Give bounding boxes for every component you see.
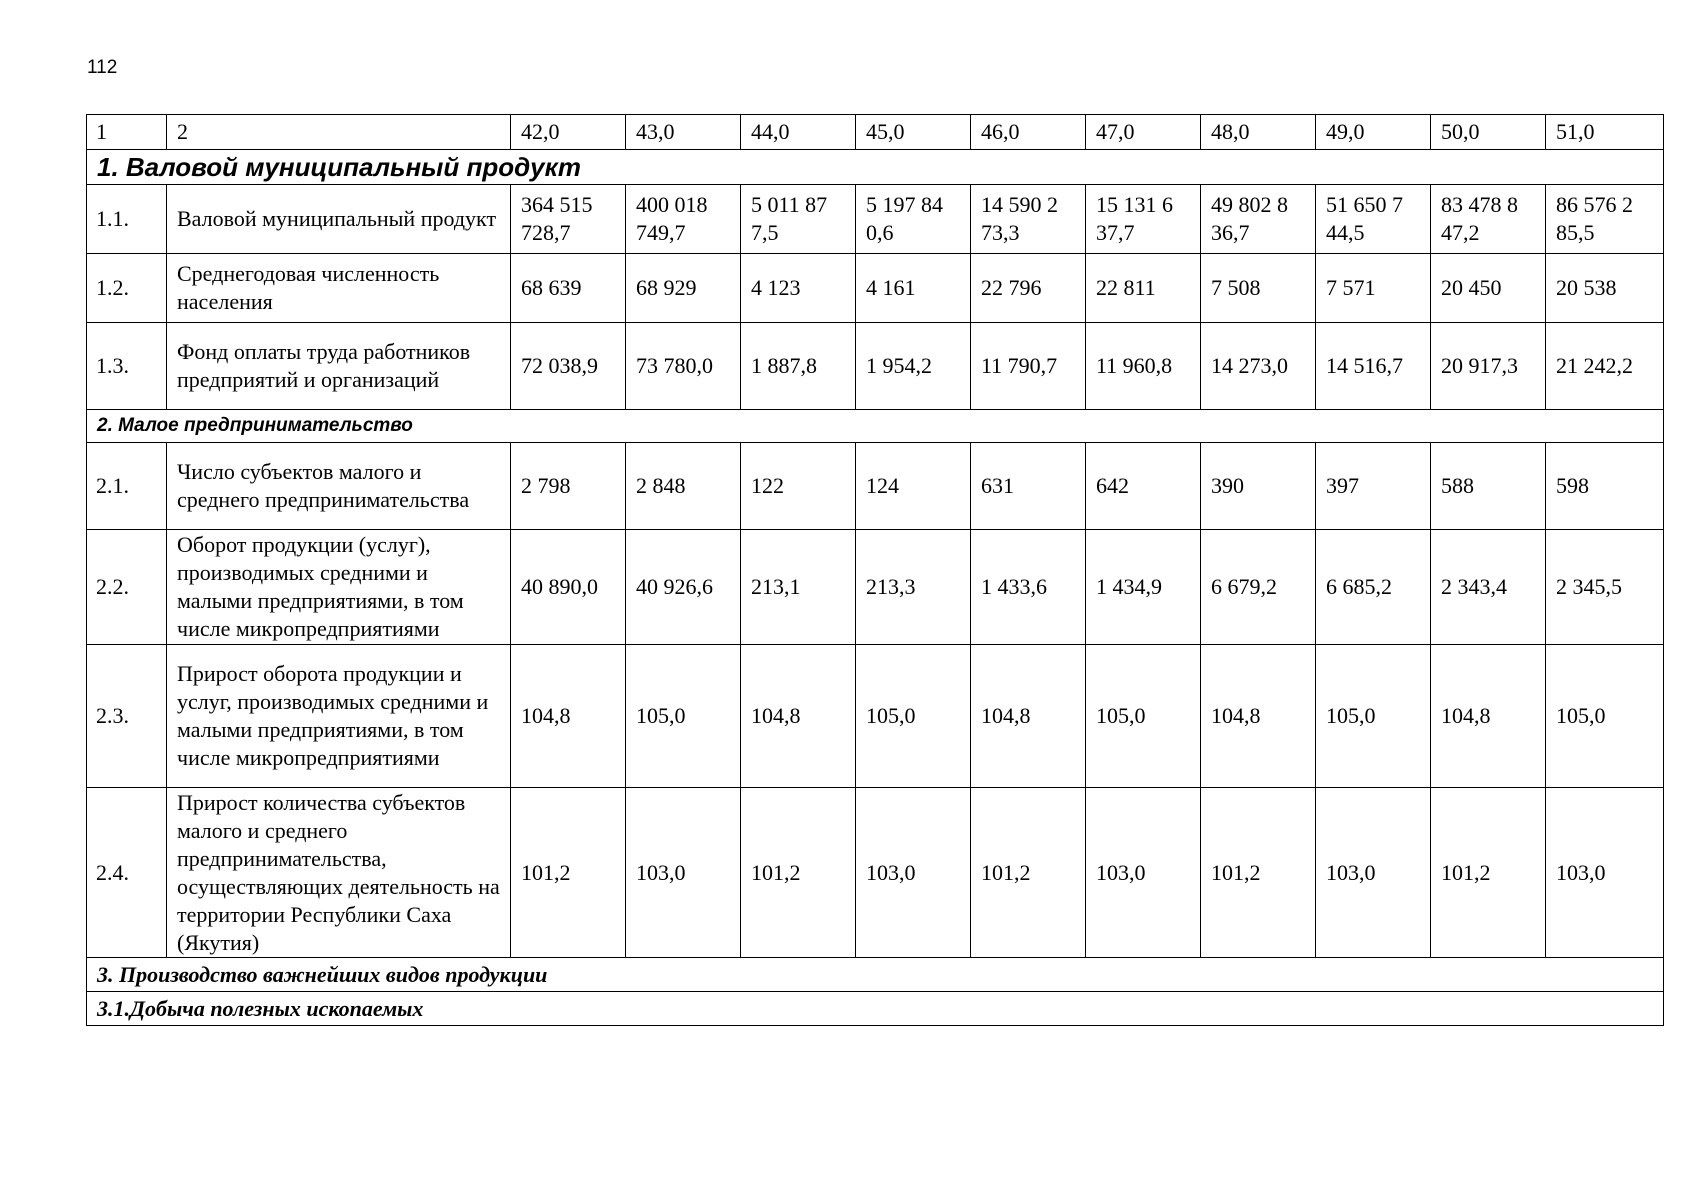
row-number: 2.2. (87, 530, 167, 645)
row-name: Прирост количества субъектов малого и среднего предпринимательства, осуществляющих деятельность на территории Республики Саха (Якутия) (167, 788, 511, 958)
value-cell: 2 848 (626, 443, 741, 530)
value-cell: 14 516,7 (1316, 323, 1431, 410)
value-cell: 588 (1431, 443, 1546, 530)
section-row (87, 410, 1664, 443)
header-cell: 42,0 (511, 115, 626, 150)
row-number: 2.1. (87, 443, 167, 530)
value-cell: 20 917,3 (1431, 323, 1546, 410)
header-cell: 49,0 (1316, 115, 1431, 150)
header-cell: 45,0 (856, 115, 971, 150)
row-name: Прирост оборота продукции и услуг, производимых средними и малыми предприятиями, в том числе микропредприятиями (167, 645, 511, 788)
row-number: 1.1. (87, 185, 167, 254)
value-cell: 68 639 (511, 254, 626, 323)
value-cell: 213,1 (741, 530, 856, 645)
value-cell: 105,0 (1086, 645, 1201, 788)
value-cell: 14 273,0 (1201, 323, 1316, 410)
value-cell: 1 434,9 (1086, 530, 1201, 645)
value-cell: 105,0 (1316, 645, 1431, 788)
value-cell: 1 433,6 (971, 530, 1086, 645)
subsection-row (87, 992, 1664, 1026)
value-cell: 72 038,9 (511, 323, 626, 410)
value-cell: 40 890,0 (511, 530, 626, 645)
column-number-row (87, 115, 1664, 150)
value-cell: 11 790,7 (971, 323, 1086, 410)
row-number: 1.3. (87, 323, 167, 410)
value-cell: 22 796 (971, 254, 1086, 323)
value-cell: 103,0 (1086, 788, 1201, 958)
value-cell: 2 798 (511, 443, 626, 530)
header-cell: 51,0 (1546, 115, 1664, 150)
value-cell: 21 242,2 (1546, 323, 1664, 410)
value-cell: 73 780,0 (626, 323, 741, 410)
row-number: 1.2. (87, 254, 167, 323)
value-cell: 105,0 (856, 645, 971, 788)
table-row (87, 185, 1664, 254)
header-cell: 44,0 (741, 115, 856, 150)
value-cell: 1 954,2 (856, 323, 971, 410)
section-row (87, 958, 1664, 992)
table-row (87, 443, 1664, 530)
row-name: Валовой муниципальный продукт (167, 185, 511, 254)
value-cell: 20 450 (1431, 254, 1546, 323)
value-cell: 124 (856, 443, 971, 530)
value-cell: 20 538 (1546, 254, 1664, 323)
table-row (87, 323, 1664, 410)
value-cell: 364 515 728,7 (511, 185, 626, 254)
value-cell: 103,0 (1316, 788, 1431, 958)
value-cell: 397 (1316, 443, 1431, 530)
value-cell: 642 (1086, 443, 1201, 530)
value-cell: 51 650 7 44,5 (1316, 185, 1431, 254)
header-cell: 46,0 (971, 115, 1086, 150)
value-cell: 6 679,2 (1201, 530, 1316, 645)
header-cell: 2 (167, 115, 511, 150)
section-row (87, 150, 1664, 185)
value-cell: 104,8 (1431, 645, 1546, 788)
section-title: 1. Валовой муниципальный продукт (87, 150, 1664, 185)
value-cell: 11 960,8 (1086, 323, 1201, 410)
value-cell: 6 685,2 (1316, 530, 1431, 645)
value-cell: 101,2 (511, 788, 626, 958)
value-cell: 103,0 (626, 788, 741, 958)
value-cell: 213,3 (856, 530, 971, 645)
page-number: 112 (87, 57, 118, 78)
value-cell: 22 811 (1086, 254, 1201, 323)
table-row (87, 254, 1664, 323)
value-cell: 103,0 (856, 788, 971, 958)
row-number: 2.3. (87, 645, 167, 788)
value-cell: 49 802 8 36,7 (1201, 185, 1316, 254)
value-cell: 122 (741, 443, 856, 530)
value-cell: 105,0 (1546, 645, 1664, 788)
value-cell: 598 (1546, 443, 1664, 530)
section-title: 3. Производство важнейших видов продукции (87, 958, 1664, 992)
value-cell: 7 508 (1201, 254, 1316, 323)
value-cell: 15 131 6 37,7 (1086, 185, 1201, 254)
value-cell: 105,0 (626, 645, 741, 788)
header-cell: 1 (87, 115, 167, 150)
value-cell: 83 478 8 47,2 (1431, 185, 1546, 254)
value-cell: 400 018 749,7 (626, 185, 741, 254)
value-cell: 5 011 87 7,5 (741, 185, 856, 254)
value-cell: 631 (971, 443, 1086, 530)
value-cell: 103,0 (1546, 788, 1664, 958)
subsection-title: 3.1.Добыча полезных ископаемых (87, 992, 1664, 1026)
value-cell: 101,2 (1431, 788, 1546, 958)
table-row (87, 645, 1664, 788)
section-title: 2. Малое предпринимательство (87, 410, 1664, 443)
value-cell: 390 (1201, 443, 1316, 530)
value-cell: 5 197 84 0,6 (856, 185, 971, 254)
value-cell: 101,2 (741, 788, 856, 958)
value-cell: 7 571 (1316, 254, 1431, 323)
row-name: Фонд оплаты труда работников предприятий и организаций (167, 323, 511, 410)
value-cell: 86 576 2 85,5 (1546, 185, 1664, 254)
statistics-table (86, 114, 1664, 1026)
header-cell: 50,0 (1431, 115, 1546, 150)
value-cell: 4 123 (741, 254, 856, 323)
row-name: Число субъектов малого и среднего предпринимательства (167, 443, 511, 530)
value-cell: 2 345,5 (1546, 530, 1664, 645)
value-cell: 2 343,4 (1431, 530, 1546, 645)
value-cell: 104,8 (971, 645, 1086, 788)
value-cell: 104,8 (741, 645, 856, 788)
value-cell: 104,8 (511, 645, 626, 788)
row-number: 2.4. (87, 788, 167, 958)
row-name: Среднегодовая численность населения (167, 254, 511, 323)
header-cell: 47,0 (1086, 115, 1201, 150)
value-cell: 68 929 (626, 254, 741, 323)
header-cell: 48,0 (1201, 115, 1316, 150)
value-cell: 101,2 (1201, 788, 1316, 958)
header-cell: 43,0 (626, 115, 741, 150)
value-cell: 14 590 2 73,3 (971, 185, 1086, 254)
table-row (87, 530, 1664, 645)
value-cell: 1 887,8 (741, 323, 856, 410)
value-cell: 4 161 (856, 254, 971, 323)
table-row (87, 788, 1664, 958)
value-cell: 40 926,6 (626, 530, 741, 645)
value-cell: 101,2 (971, 788, 1086, 958)
value-cell: 104,8 (1201, 645, 1316, 788)
row-name: Оборот продукции (услуг), производимых средними и малыми предприятиями, в том числе микропредприятиями (167, 530, 511, 645)
